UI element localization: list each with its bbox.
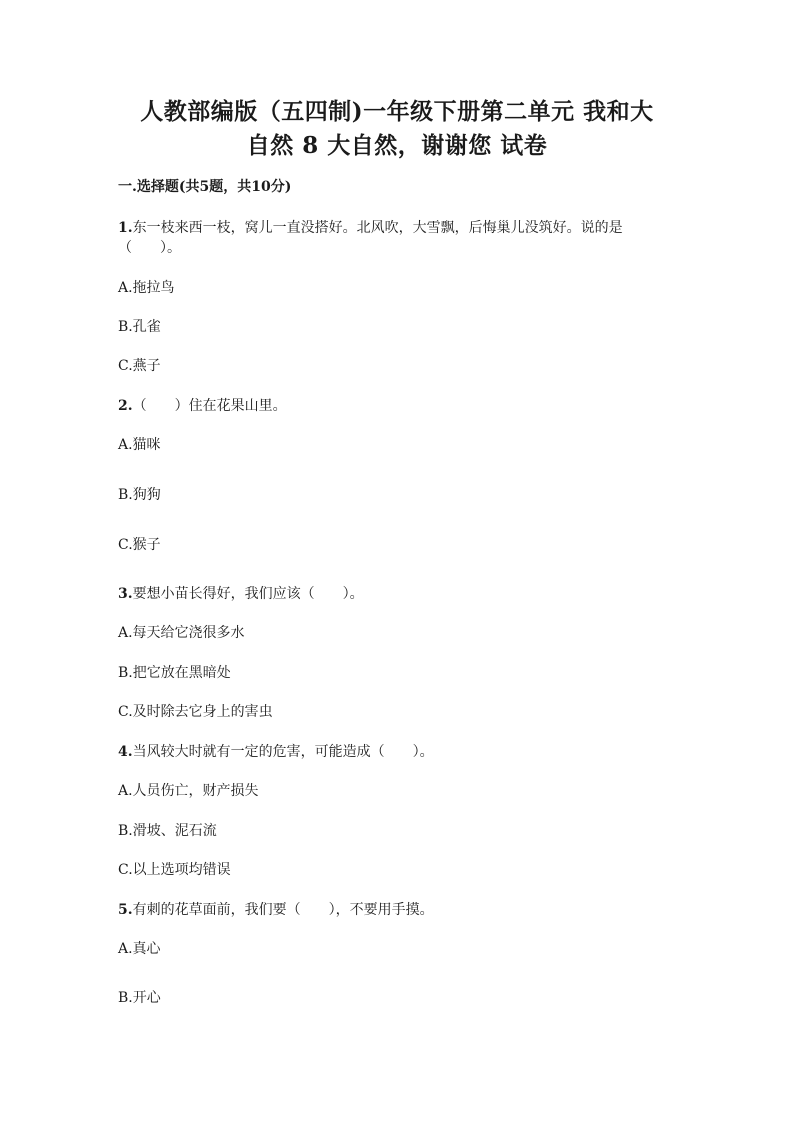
- question-2-option-a: A.猫咪: [118, 437, 161, 453]
- question-1: [118, 218, 678, 258]
- question-2-option-b: B.狗狗: [118, 487, 161, 503]
- section-heading: 一.选择题(共5题，共10分): [118, 179, 292, 195]
- title-line-1: 人教部编版（五四制)一年级下册第二单元 我和大: [140, 98, 654, 125]
- question-number: 2.: [118, 398, 133, 414]
- question-5-option-a: A.真心: [118, 941, 161, 957]
- page-title: [90, 95, 704, 163]
- question-text: 当风较大时就有一定的危害，可能造成（ ）。: [132, 744, 434, 760]
- question-4-option-c: C.以上选项均错误: [118, 862, 231, 878]
- question-number: 5.: [118, 902, 133, 918]
- title-line-2: 自然 8 大自然，谢谢您 试卷: [246, 132, 548, 159]
- question-4-option-a: A.人员伤亡，财产损失: [118, 783, 259, 799]
- question-3: [118, 584, 678, 604]
- question-3-option-c: C.及时除去它身上的害虫: [118, 704, 273, 720]
- question-number: 3.: [118, 586, 133, 602]
- question-2: [118, 396, 678, 416]
- question-3-option-a: A.每天给它浇很多水: [118, 625, 245, 641]
- question-text: 东一枝来西一枝，窝儿一直没搭好。北风吹，大雪飘，后悔巢儿没筑好。说的是（ ）。: [118, 220, 623, 256]
- question-1-option-b: B.孔雀: [118, 319, 161, 335]
- question-4-option-b: B.滑坡、泥石流: [118, 823, 217, 839]
- question-1-option-c: C.燕子: [118, 358, 161, 374]
- question-text: 有刺的花草面前，我们要（ ），不要用手摸。: [132, 902, 434, 918]
- question-1-option-a: A.拖拉鸟: [118, 280, 175, 296]
- question-number: 1.: [118, 220, 133, 236]
- question-5: [118, 900, 678, 920]
- question-text: （ ）住在花果山里。: [132, 398, 287, 414]
- question-5-option-b: B.开心: [118, 990, 161, 1006]
- question-number: 4.: [118, 744, 133, 760]
- question-3-option-b: B.把它放在黑暗处: [118, 665, 231, 681]
- question-2-option-c: C.猴子: [118, 537, 161, 553]
- question-text: 要想小苗长得好，我们应该（ ）。: [132, 586, 364, 602]
- question-4: [118, 742, 678, 762]
